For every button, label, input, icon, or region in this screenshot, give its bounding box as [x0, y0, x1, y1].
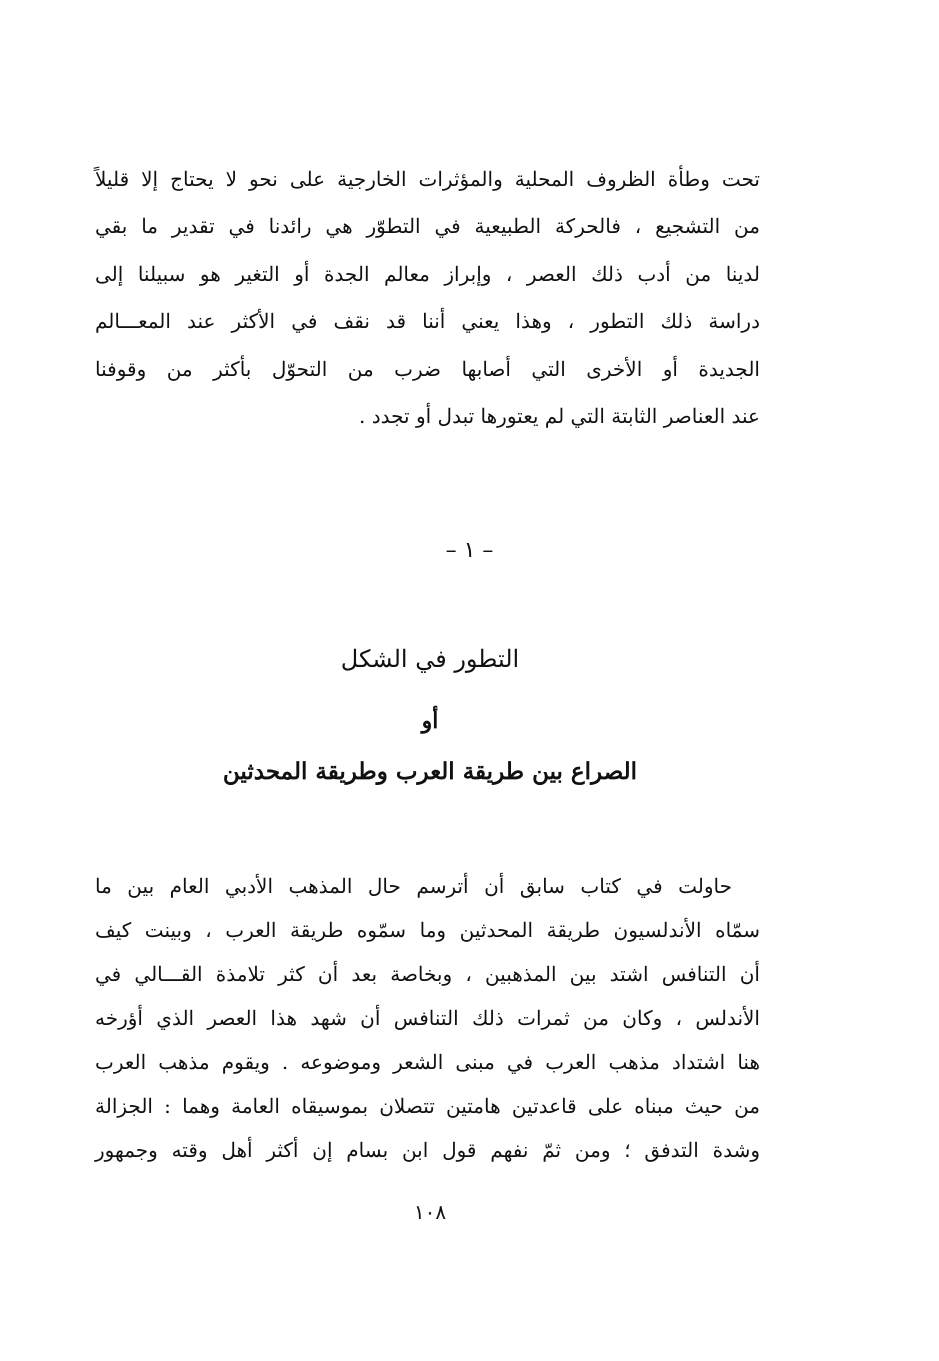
text-line: وشدة التدفق ؛ ومن ثمّ نفهم قول ابن بسام إن أكثر أهل وقته وجمهور — [95, 1138, 760, 1162]
section-title: التطور في الشكل — [340, 645, 520, 673]
section-subtitle: الصراع بين طريقة العرب وطريقة المحدثين — [222, 758, 638, 785]
text-line: من حيث مبناه على قاعدتين هامتين تتصلان بموسيقاه العامة وهما : الجزالة — [95, 1094, 761, 1118]
text-line: الأندلس ، وكان من ثمرات ذلك التنافس أن شهد هذا العصر الذي أؤرخه — [95, 1006, 760, 1030]
section-or: أو — [421, 708, 439, 734]
paragraph-2 — [95, 864, 760, 1172]
text-line: الجديدة أو الأخرى التي أصابها ضرب من التحوّل بأكثر من وقوفنا — [95, 356, 760, 381]
text-line: لدينا من أدب ذلك العصر ، وإبراز معالم الجدة أو التغير هو سبيلنا إلى — [95, 261, 760, 286]
text-line: عند العناصر الثابتة التي لم يعتورها تبدل أو تجدد . — [359, 403, 760, 428]
text-line: سمّاه الأندلسيون طريقة المحدثين وما سمّوه طريقة العرب ، وبينت كيف — [95, 918, 760, 942]
text-line: هنا اشتداد مذهب العرب في مبنى الشعر وموضوعه . ويقوم مذهب العرب — [95, 1050, 760, 1074]
text-line: حاولت في كتاب سابق أن أترسم حال المذهب الأدبي العام بين ما — [95, 874, 732, 898]
text-line: أن التنافس اشتد بين المذهبين ، وبخاصة بعد أن كثر تلامذة القـــالي في — [95, 962, 760, 986]
text-line: تحت وطأة الظروف المحلية والمؤثرات الخارجية على نحو لا يحتاج إلا قليلاً — [95, 167, 760, 191]
text-line: دراسة ذلك التطور ، وهذا يعني أننا قد نقف في الأكثر عند المعـــالم — [95, 309, 760, 334]
section-number: – ١ – — [445, 538, 494, 563]
text-line: من التشجيع ، فالحركة الطبيعية في التطوّر هي رائدنا في تقدير ما بقي — [95, 214, 760, 239]
page-number: ١٠٨ — [413, 1200, 447, 1224]
paragraph-1 — [95, 156, 760, 440]
